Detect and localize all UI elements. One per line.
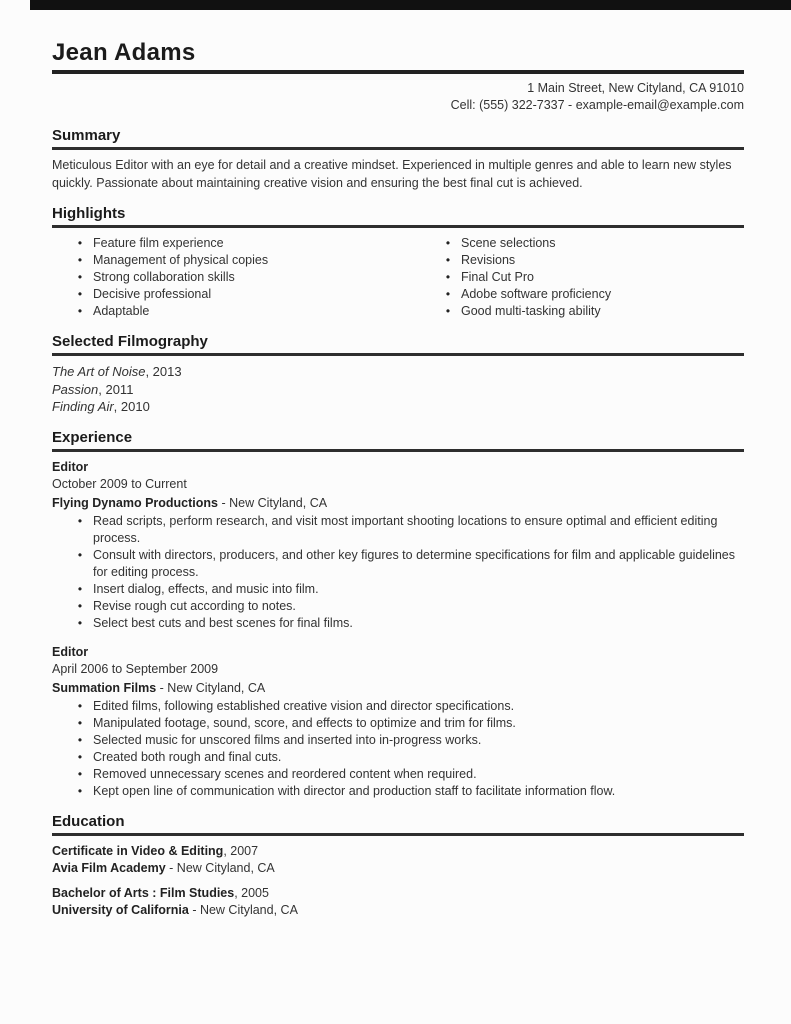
section-education xyxy=(52,813,744,919)
highlights-heading: Highlights xyxy=(52,205,126,222)
section-highlights xyxy=(52,205,744,320)
bullet-icon: • xyxy=(77,749,83,764)
contact-block xyxy=(52,80,744,114)
film-entry xyxy=(52,398,744,416)
list-item xyxy=(420,303,744,320)
bullet-icon: • xyxy=(77,715,83,730)
list-item xyxy=(420,235,744,252)
experience-heading: Experience xyxy=(52,428,133,446)
film-title: Passion xyxy=(52,381,99,397)
list-item xyxy=(52,749,744,766)
job-company-line xyxy=(52,680,744,696)
contact-line: Cell: (555) 322-7337 - example-email@example.com xyxy=(450,98,744,112)
job-dates: April 2006 to September 2009 xyxy=(52,661,219,676)
bullet-icon: • xyxy=(77,236,83,250)
bullet-icon: • xyxy=(77,783,83,798)
list-item xyxy=(52,303,420,320)
section-divider xyxy=(52,353,744,356)
bullet-icon: • xyxy=(77,270,83,284)
list-item xyxy=(52,252,420,269)
highlight-label: Feature film experience xyxy=(93,236,224,250)
bullet-icon: • xyxy=(445,287,451,301)
education-year: , 2005 xyxy=(234,885,269,900)
list-item xyxy=(52,715,744,732)
education-school: University of California xyxy=(52,902,189,917)
education-school-line xyxy=(52,860,744,877)
bullet-icon: • xyxy=(77,513,83,528)
film-year: , 2011 xyxy=(98,381,134,397)
section-divider xyxy=(52,449,744,452)
list-item xyxy=(420,252,744,269)
job-duty: Kept open line of communication with director and production staff to facilitate information flow. xyxy=(93,783,616,798)
highlight-label: Adaptable xyxy=(93,304,150,318)
highlight-label: Good multi-tasking ability xyxy=(461,304,601,318)
bullet-icon: • xyxy=(445,236,451,250)
job-company: Summation Films xyxy=(52,680,157,695)
section-divider xyxy=(52,833,744,836)
job-duty: Consult with directors, producers, and other key figures to determine specifications for film and applicable guidelines for editing process. xyxy=(93,547,735,579)
job-dates: October 2009 to Current xyxy=(52,476,187,491)
job-duty: Read scripts, perform research, and visit most important shooting locations to ensure optimal and efficient editing process. xyxy=(93,513,718,545)
highlight-label: Scene selections xyxy=(461,236,556,250)
bullet-icon: • xyxy=(445,304,451,318)
education-year: , 2007 xyxy=(223,843,259,858)
bullet-icon: • xyxy=(77,698,83,713)
education-heading: Education xyxy=(52,812,125,830)
job-duty: Revise rough cut according to notes. xyxy=(93,598,296,613)
highlight-label: Revisions xyxy=(461,253,516,267)
job-location: - New Cityland, CA xyxy=(156,680,266,695)
list-item xyxy=(52,581,744,598)
highlight-label: Adobe software proficiency xyxy=(461,287,612,301)
highlight-label: Decisive professional xyxy=(93,287,212,301)
education-entry xyxy=(52,885,744,919)
job-duty: Created both rough and final cuts. xyxy=(93,749,282,764)
education-location: - New Cityland, CA xyxy=(188,902,298,917)
bullet-icon: • xyxy=(77,581,83,596)
bullet-icon: • xyxy=(77,547,83,562)
job-company-line xyxy=(52,495,744,511)
person-name: Jean Adams xyxy=(52,39,196,66)
job-location: - New Cityland, CA xyxy=(218,495,328,510)
bullet-icon: • xyxy=(77,287,83,301)
job-role: Editor xyxy=(52,644,89,659)
highlight-label: Strong collaboration skills xyxy=(93,270,235,284)
list-item xyxy=(52,269,420,286)
highlight-label: Management of physical copies xyxy=(93,253,269,267)
education-school: Avia Film Academy xyxy=(52,860,166,875)
section-divider xyxy=(52,147,744,150)
filmography-heading: Selected Filmography xyxy=(52,333,208,350)
bullet-icon: • xyxy=(77,732,83,747)
list-item xyxy=(52,732,744,749)
job-entry xyxy=(52,644,744,800)
list-item xyxy=(52,286,420,303)
job-role: Editor xyxy=(52,459,89,474)
address-line: 1 Main Street, New Cityland, CA 91010 xyxy=(527,81,744,95)
section-experience xyxy=(52,429,744,800)
highlights-right-column xyxy=(420,235,744,320)
highlight-label: Final Cut Pro xyxy=(461,270,534,284)
summary-text: Meticulous Editor with an eye for detail and a creative mindset. Experienced in multiple genres and able to learn new styles quickly. Passionate about maintaining creative vision and ensuring the best final cut is achieved. xyxy=(52,158,732,190)
list-item xyxy=(52,766,744,783)
list-item xyxy=(52,698,744,715)
job-duty: Manipulated footage, sound, score, and effects to optimize and trim for films. xyxy=(93,715,516,730)
education-entry xyxy=(52,843,744,877)
summary-heading: Summary xyxy=(52,127,121,144)
section-filmography xyxy=(52,333,744,416)
job-duty: Removed unnecessary scenes and reordered content when required. xyxy=(93,766,477,781)
film-entry xyxy=(52,363,744,381)
education-location: - New Cityland, CA xyxy=(165,860,275,875)
name-divider xyxy=(52,70,744,74)
education-school-line xyxy=(52,902,744,919)
section-summary xyxy=(52,127,744,192)
bullet-icon: • xyxy=(77,598,83,613)
bullet-icon: • xyxy=(77,253,83,267)
bullet-icon: • xyxy=(77,615,83,630)
film-entry xyxy=(52,381,744,399)
bullet-icon: • xyxy=(77,304,83,318)
list-item xyxy=(420,286,744,303)
section-divider xyxy=(52,225,744,228)
list-item xyxy=(52,513,744,547)
education-degree-line xyxy=(52,885,744,902)
bullet-icon: • xyxy=(445,253,451,267)
job-duty: Select best cuts and best scenes for final films. xyxy=(93,615,353,630)
list-item xyxy=(52,783,744,800)
top-black-bar xyxy=(30,0,791,10)
film-title: Finding Air xyxy=(52,399,114,414)
list-item xyxy=(52,598,744,615)
list-item xyxy=(52,615,744,632)
job-entry xyxy=(52,459,744,632)
job-duty: Insert dialog, effects, and music into film. xyxy=(93,581,319,596)
list-item xyxy=(52,547,744,581)
list-item xyxy=(420,269,744,286)
education-degree-line xyxy=(52,843,744,860)
highlights-left-column xyxy=(52,235,420,320)
education-degree: Certificate in Video & Editing xyxy=(52,843,224,858)
bullet-icon: • xyxy=(77,766,83,781)
education-degree: Bachelor of Arts : Film Studies xyxy=(52,885,235,900)
film-year: , 2013 xyxy=(145,364,182,379)
job-duty: Edited films, following established creative vision and director specifications. xyxy=(93,698,515,713)
film-year: , 2010 xyxy=(113,399,150,414)
list-item xyxy=(52,235,420,252)
film-title: The Art of Noise xyxy=(52,364,146,379)
job-duty: Selected music for unscored films and inserted into in-progress works. xyxy=(93,732,482,747)
bullet-icon: • xyxy=(445,270,451,284)
job-company: Flying Dynamo Productions xyxy=(52,495,218,510)
